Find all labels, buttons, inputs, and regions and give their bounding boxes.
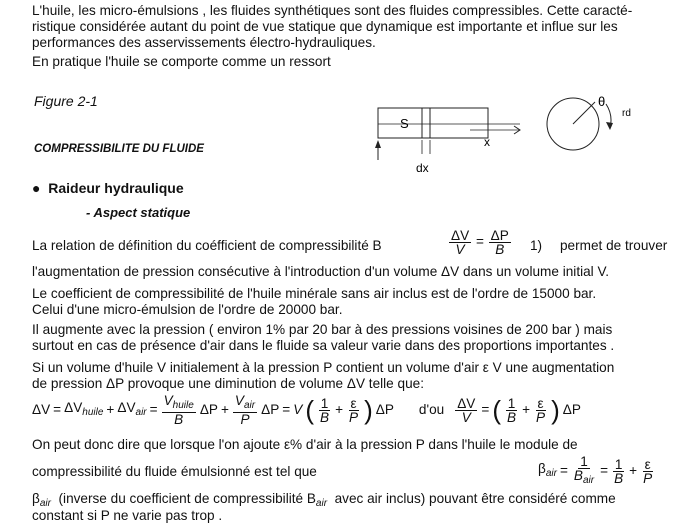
figure-label: Figure 2-1	[34, 93, 98, 109]
p1-text: La relation de définition du coéfficient de compressibilité B	[32, 238, 382, 253]
cylinder-outline	[378, 108, 488, 138]
x-label: x	[484, 135, 490, 149]
theta-label: θ	[598, 94, 606, 109]
bullet-icon: ●	[32, 180, 41, 196]
rotation-radius	[573, 102, 595, 124]
p1-text-end: permet de trouver	[560, 238, 668, 253]
dx-label: dx	[416, 161, 429, 175]
eq1: $\frac{\Delta V}{V}$ = $\frac{\Delta P}{B}$	[451, 228, 509, 257]
p7-line-1: $\beta_{air}$ (inverse du coefficient de compressibilité $B_{air}$ avec air inclus) pouvant être considéré comme	[32, 491, 616, 509]
p7-line-2: constant si P ne varie pas trop .	[32, 508, 223, 523]
piston-label: S	[400, 116, 409, 131]
intro-line-3: performances des asservissements électro-hydrauliques.	[32, 35, 376, 50]
figure-diagram	[370, 88, 670, 180]
section-heading: ● Raideur hydraulique	[32, 180, 184, 196]
p3-line-2: Celui d'une micro-émulsion de l'ordre de 20000 bar.	[32, 302, 343, 317]
figure-title: COMPRESSIBILITE DU FLUIDE	[34, 143, 204, 155]
p5-line-2: de pression ΔP provoque une diminution de volume ΔV telle que:	[32, 376, 424, 391]
section-subheading: - Aspect statique	[86, 205, 191, 220]
eq3: $\beta_{air}$ = $\frac{1}{B_{air}}$ = $\frac{1}{B}$ + $\frac{\varepsilon}{P}$	[538, 454, 653, 486]
force-arrow-head	[375, 140, 381, 148]
p4-line-2: surtout en cas de présence d'air dans le fluide sa valeur varie dans des proportions importantes .	[32, 338, 615, 353]
p2-text: l'augmentation de pression consécutive à l'introduction d'un volume ΔV dans un volume initial V.	[32, 264, 610, 279]
intro-line-2: ristique considérée autant du point de vue statique que dynamique est importante et influe sur les	[32, 19, 618, 34]
rd-label: rd	[622, 108, 631, 119]
p5-line-1: Si un volume d'huile V initialement à la pression P contient un volume d'air ε V une augmentation	[32, 360, 615, 375]
p3-line-1: Le coefficient de compressibilité de l'huile minérale sans air inclus est de l'ordre de 15000 bar.	[32, 286, 597, 301]
p6-line-2: compressibilité du fluide émulsionné est tel que	[32, 464, 317, 479]
p4-line-1: Il augmente avec la pression ( environ 1% par 20 bar à des pressions voisines de 200 bar ) mais	[32, 322, 613, 337]
p6-line-1: On peut donc dire que lorsque l'on ajoute ε% d'air à la pression P dans l'huile le module de	[32, 437, 578, 452]
intro-line-1: L'huile, les micro-émulsions , les fluides synthétiques sont des fluides compressibles. Cette caracté-	[32, 3, 633, 18]
eq1-number: 1)	[530, 238, 543, 253]
eq2: ΔV = $\Delta V_{huile}$ + $\Delta V_{air}$ = $\frac{V_{huile}}{B}$ ΔP + $\frac{V_{air}}{P}$ ΔP = V ( $\frac{1}{B}$ + $\frac{\varepsilon}{P}$ ) ΔP d'ou $\frac{\Delta V}{V}$ = ( $\frac{1}{B}$ + $\frac{\varepsilon}{P}$ ) ΔP	[32, 393, 581, 427]
intro-line-4: En pratique l'huile se comporte comme un ressort	[32, 54, 331, 69]
